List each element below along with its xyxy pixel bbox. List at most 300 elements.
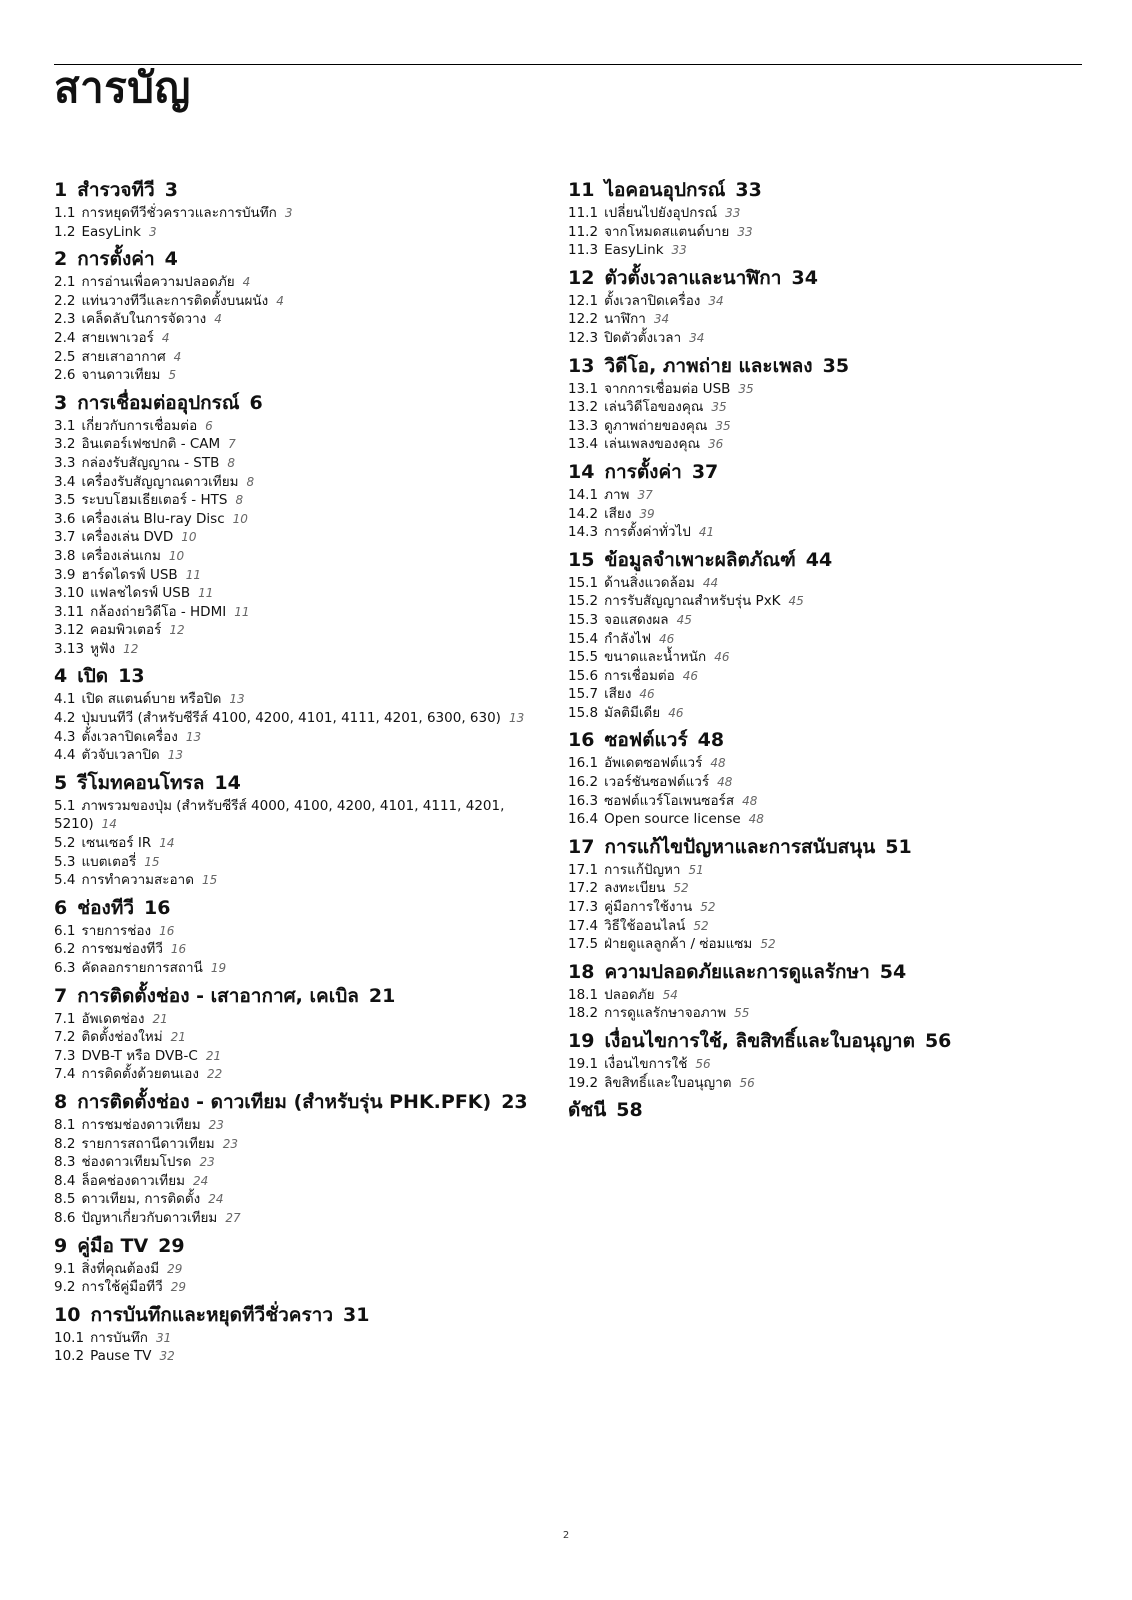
entry-page-number: 19 <box>210 961 227 975</box>
toc-entry[interactable] <box>54 1347 554 1366</box>
toc-entry[interactable] <box>568 329 1068 348</box>
toc-entry[interactable] <box>568 505 1068 524</box>
section-title: เงื่อนไขการใช้, ลิขสิทธิ์และใบอนุญาต <box>604 1030 915 1052</box>
section-page-number: 33 <box>735 179 762 201</box>
toc-entry[interactable] <box>54 746 554 765</box>
toc-entry[interactable] <box>568 292 1068 311</box>
toc-entry[interactable] <box>54 1172 554 1191</box>
toc-entry[interactable] <box>54 709 554 728</box>
section-number: 10 <box>54 1303 81 1326</box>
section-page-number: 29 <box>158 1234 185 1257</box>
entry-number: 9.1 <box>54 1260 76 1277</box>
toc-entry[interactable] <box>54 959 554 978</box>
entry-page-number: 36 <box>708 437 724 452</box>
entry-number: 6.3 <box>54 960 76 976</box>
toc-entry[interactable] <box>568 704 1068 723</box>
entry-page-number: 22 <box>206 1067 223 1082</box>
toc-section-heading[interactable] <box>568 729 1068 751</box>
entry-number: 8.2 <box>54 1135 76 1152</box>
toc-entry[interactable] <box>54 1153 554 1172</box>
toc-section <box>568 836 1068 954</box>
entry-page-number: 13 <box>508 711 525 726</box>
toc-entry[interactable] <box>54 435 554 454</box>
entry-page-number: 15 <box>144 854 160 869</box>
section-number: 8 <box>54 1090 68 1113</box>
toc-entry[interactable] <box>54 1278 554 1297</box>
section-number: 12 <box>568 266 595 289</box>
toc-entry[interactable] <box>54 1116 554 1135</box>
entry-title: เสียง <box>604 505 632 522</box>
section-page-number: 16 <box>144 896 171 919</box>
entry-page-number: 48 <box>748 812 764 827</box>
entry-page-number: 21 <box>152 1011 168 1026</box>
toc-section-heading[interactable] <box>54 248 554 270</box>
toc-section-heading[interactable] <box>568 461 1068 483</box>
entry-page-number: 56 <box>739 1075 755 1090</box>
entry-number: 4.2 <box>54 710 76 727</box>
page-number: 2 <box>562 1530 570 1541</box>
entry-number: 7.4 <box>54 1066 76 1083</box>
toc-entry[interactable] <box>568 667 1068 686</box>
entry-page-number: 3 <box>284 206 293 220</box>
entry-page-number: 11 <box>234 604 250 619</box>
entry-title: มัลติมีเดีย <box>604 704 661 721</box>
toc-section <box>568 1030 1068 1092</box>
toc-entry[interactable] <box>54 348 554 367</box>
entry-title: วิธีใช้ออนไลน์ <box>604 917 686 934</box>
entry-page-number: 13 <box>229 692 245 707</box>
entry-title: คัดลอกรายการสถานี <box>81 960 203 976</box>
toc-section-heading[interactable] <box>54 897 554 919</box>
toc-left-column <box>54 172 554 1366</box>
entry-number: 19.2 <box>568 1074 599 1091</box>
entry-number: 16.4 <box>568 811 599 828</box>
section-number: 11 <box>568 179 595 201</box>
entry-page-number: 13 <box>185 729 202 744</box>
toc-section <box>568 1099 1068 1121</box>
entry-page-number: 16 <box>159 923 175 938</box>
section-title: การแก้ไขปัญหาและการสนับสนุน <box>604 835 876 858</box>
toc-section-heading[interactable] <box>54 1304 554 1326</box>
toc-section <box>54 665 554 764</box>
entry-page-number: 35 <box>711 400 727 415</box>
toc-entry[interactable] <box>568 310 1068 329</box>
entry-title: รายการสถานีดาวเทียม <box>81 1135 215 1152</box>
entry-title: จากการเชื่อมต่อ USB <box>604 380 731 397</box>
toc-section <box>54 179 554 241</box>
entry-title: ลิขสิทธิ์และใบอนุญาต <box>604 1074 732 1091</box>
section-title: การติดตั้งช่อง - ดาวเทียม (สำหรับรุ่น PHK.PFK) <box>77 1090 492 1113</box>
toc-section-heading[interactable] <box>54 1091 554 1113</box>
section-title: การเชื่อมต่ออุปกรณ์ <box>77 391 240 414</box>
toc-entry[interactable] <box>568 1074 1068 1093</box>
entry-number: 3.6 <box>54 510 76 527</box>
entry-page-number: 39 <box>639 506 655 521</box>
toc-section-heading[interactable] <box>568 549 1068 571</box>
toc-entry[interactable] <box>54 922 554 941</box>
entry-number: 16.2 <box>568 774 599 791</box>
toc-section <box>568 267 1068 348</box>
entry-title: แท่นวางทีวีและการติดตั้งบนผนัง <box>81 292 269 309</box>
entry-title: ตั้งเวลาปิดเครื่อง <box>81 728 178 745</box>
entry-number: 5.1 <box>54 797 76 814</box>
entry-title: เสียง <box>604 686 632 703</box>
toc-section-heading[interactable] <box>54 985 554 1007</box>
entry-number: 13.4 <box>568 436 599 453</box>
toc-entry[interactable] <box>54 1028 554 1047</box>
entry-number: 11.2 <box>568 223 599 240</box>
entry-page-number: 24 <box>208 1192 224 1207</box>
toc-entry[interactable] <box>54 566 554 585</box>
toc-entry[interactable] <box>54 1047 554 1066</box>
entry-number: 19.1 <box>568 1056 599 1072</box>
entry-page-number: 46 <box>639 687 655 702</box>
entry-number: 18.2 <box>568 1005 599 1022</box>
entry-title: Pause TV <box>90 1348 152 1365</box>
section-page-number: 51 <box>885 835 912 858</box>
entry-page-number: 16 <box>170 942 187 957</box>
toc-section-heading[interactable] <box>568 179 1068 201</box>
toc-section <box>54 392 554 659</box>
entry-page-number: 8 <box>246 474 255 489</box>
toc-entry[interactable] <box>54 603 554 622</box>
toc-entry[interactable] <box>54 329 554 348</box>
toc-entry[interactable] <box>568 417 1068 436</box>
toc-entry[interactable] <box>54 310 554 329</box>
toc-entry[interactable] <box>54 204 554 223</box>
toc-entry[interactable] <box>54 510 554 529</box>
entry-page-number: 11 <box>198 586 214 601</box>
section-title: วิดีโอ, ภาพถ่าย และเพลง <box>604 354 813 377</box>
toc-entry[interactable] <box>568 754 1068 773</box>
toc-entry[interactable] <box>54 1329 554 1348</box>
section-page-number: 3 <box>164 179 178 201</box>
toc-entry[interactable] <box>568 630 1068 649</box>
toc-section-heading[interactable] <box>54 665 554 687</box>
entry-title: เปิด สแตนด์บาย หรือปิด <box>81 691 222 708</box>
entry-page-number: 15 <box>202 873 218 888</box>
entry-title: สายเสาอากาศ <box>81 348 166 365</box>
entry-number: 4.3 <box>54 728 76 745</box>
toc-section-heading[interactable] <box>568 1099 1068 1121</box>
toc-entry[interactable] <box>568 241 1068 260</box>
toc-entry[interactable] <box>54 417 554 436</box>
toc-entry[interactable] <box>568 486 1068 505</box>
toc-section-heading[interactable] <box>54 1235 554 1257</box>
entry-number: 12.2 <box>568 311 599 328</box>
entry-title: เล่นเพลงของคุณ <box>604 436 701 453</box>
toc-section-heading[interactable] <box>568 1030 1068 1052</box>
toc-section <box>54 772 554 890</box>
entry-number: 8.5 <box>54 1191 76 1208</box>
toc-entry[interactable] <box>54 547 554 566</box>
section-page-number: 35 <box>822 354 850 377</box>
entry-page-number: 52 <box>760 937 776 952</box>
toc-entry[interactable] <box>54 528 554 547</box>
section-number: 5 <box>54 771 68 794</box>
entry-page-number: 41 <box>698 525 715 540</box>
toc-entry[interactable] <box>568 773 1068 792</box>
toc-section <box>54 248 554 385</box>
entry-number: 5.3 <box>54 853 76 870</box>
section-number: 2 <box>54 248 68 271</box>
toc-entry[interactable] <box>568 861 1068 880</box>
toc-entry[interactable] <box>568 810 1068 829</box>
toc-entry[interactable] <box>568 380 1068 399</box>
toc-section <box>568 355 1068 454</box>
section-title: การบันทึกและหยุดทีวีชั่วคราว <box>90 1303 334 1326</box>
entry-title: กล่องรับสัญญาณ - STB <box>81 454 220 471</box>
toc-entry[interactable] <box>54 1260 554 1279</box>
toc-entry[interactable] <box>568 648 1068 667</box>
entry-page-number: 23 <box>222 1136 238 1151</box>
entry-title: กำลังไฟ <box>604 630 652 647</box>
section-page-number: 31 <box>343 1303 370 1326</box>
entry-page-number: 33 <box>725 206 741 220</box>
entry-page-number: 32 <box>159 1349 175 1364</box>
entry-page-number: 4 <box>173 349 182 364</box>
toc-entry[interactable] <box>568 1055 1068 1074</box>
entry-title: รายการช่อง <box>81 922 152 939</box>
entry-page-number: 6 <box>205 418 213 433</box>
entry-title: อินเตอร์เฟซปกติ - CAM <box>81 436 221 453</box>
entry-number: 17.1 <box>568 861 599 878</box>
toc-section <box>54 1304 554 1366</box>
entry-title: การบันทึก <box>90 1329 148 1346</box>
entry-title: ช่องดาวเทียมโปรด <box>81 1154 192 1171</box>
section-title: รีโมทคอนโทรล <box>77 771 205 794</box>
toc-entry[interactable] <box>568 204 1068 223</box>
toc-entry[interactable] <box>568 1004 1068 1023</box>
toc-entry[interactable] <box>54 491 554 510</box>
toc-entry[interactable] <box>54 797 554 834</box>
entry-page-number: 52 <box>673 881 689 896</box>
entry-number: 15.7 <box>568 686 599 703</box>
entry-page-number: 45 <box>788 594 804 609</box>
toc-entry[interactable] <box>568 917 1068 936</box>
entry-number: 6.2 <box>54 941 76 958</box>
section-title: ซอฟต์แวร์ <box>604 729 688 752</box>
toc-entry[interactable] <box>568 435 1068 454</box>
entry-title: สิ่งที่คุณต้องมี <box>81 1260 160 1277</box>
toc-entry[interactable] <box>54 273 554 292</box>
section-number: 18 <box>568 960 595 983</box>
entry-page-number: 35 <box>715 418 731 433</box>
toc-entry[interactable] <box>54 366 554 385</box>
entry-page-number: 12 <box>169 623 185 638</box>
entry-number: 15.4 <box>568 630 599 647</box>
entry-title: ดาวเทียม, การติดตั้ง <box>81 1191 201 1208</box>
entry-page-number: 48 <box>717 775 733 790</box>
entry-page-number: 4 <box>161 330 170 345</box>
entry-number: 13.1 <box>568 380 599 397</box>
toc-entry[interactable] <box>568 935 1068 954</box>
entry-title: การดูแลรักษาจอภาพ <box>604 1005 727 1022</box>
toc-entry[interactable] <box>54 584 554 603</box>
toc-entry[interactable] <box>568 574 1068 593</box>
entry-number: 6.1 <box>54 922 76 939</box>
section-page-number: 54 <box>879 960 907 983</box>
entry-title: คู่มือการใช้งาน <box>604 899 693 916</box>
entry-title: ฝ่ายดูแลลูกค้า / ซ่อมแซม <box>604 936 753 953</box>
section-title: คู่มือ TV <box>77 1234 149 1257</box>
entry-title: ปิดตัวตั้งเวลา <box>604 329 682 346</box>
entry-number: 2.6 <box>54 367 76 384</box>
entry-number: 3.2 <box>54 436 76 453</box>
toc-entry[interactable] <box>568 223 1068 242</box>
toc-section-heading[interactable] <box>568 355 1068 377</box>
entry-title: หูฟัง <box>90 640 116 657</box>
toc-entry[interactable] <box>54 473 554 492</box>
toc-entry[interactable] <box>54 690 554 709</box>
entry-title: จากโหมดสแตนด์บาย <box>604 223 730 240</box>
entry-title: ภาพ <box>604 486 630 503</box>
toc-section <box>568 549 1068 723</box>
entry-page-number: 14 <box>159 836 175 851</box>
entry-number: 2.5 <box>54 348 76 365</box>
entry-number: 2.4 <box>54 329 76 346</box>
entry-number: 15.5 <box>568 649 599 666</box>
toc-entry[interactable] <box>54 1190 554 1209</box>
entry-title: EasyLink <box>81 223 141 240</box>
entry-title: ตัวจับเวลาปิด <box>81 747 160 764</box>
toc-section <box>54 1235 554 1297</box>
entry-number: 3.11 <box>54 603 85 620</box>
toc-entry[interactable] <box>54 1010 554 1029</box>
toc-entry[interactable] <box>568 523 1068 542</box>
entry-page-number: 4 <box>214 312 222 327</box>
toc-entry[interactable] <box>568 986 1068 1005</box>
entry-number: 14.2 <box>568 505 599 522</box>
entry-number: 1.2 <box>54 223 76 240</box>
toc-entry[interactable] <box>568 611 1068 630</box>
toc-entry[interactable] <box>54 728 554 747</box>
entry-number: 10.2 <box>54 1348 85 1365</box>
entry-title: เวอร์ชันซอฟต์แวร์ <box>604 774 710 791</box>
entry-title: ล็อคช่องดาวเทียม <box>81 1172 186 1189</box>
toc-entry[interactable] <box>54 621 554 640</box>
section-title: ความปลอดภัยและการดูแลรักษา <box>604 960 870 983</box>
entry-number: 5.4 <box>54 872 76 889</box>
entry-number: 16.1 <box>568 755 599 772</box>
section-page-number: 13 <box>118 665 145 688</box>
toc-section-heading[interactable] <box>54 772 554 794</box>
entry-number: 2.1 <box>54 274 76 291</box>
section-title: สำรวจทีวี <box>77 179 155 201</box>
entry-page-number: 48 <box>742 793 758 808</box>
toc-entry[interactable] <box>54 1209 554 1228</box>
entry-title: แบตเตอรี่ <box>81 853 137 870</box>
toc-entry[interactable] <box>54 834 554 853</box>
toc-entry[interactable] <box>54 292 554 311</box>
entry-number: 11.3 <box>568 242 599 259</box>
toc-entry[interactable] <box>54 454 554 473</box>
entry-title: เปลี่ยนไปยังอุปกรณ์ <box>604 205 718 221</box>
entry-number: 3.12 <box>54 622 85 639</box>
toc-section-heading[interactable] <box>54 392 554 414</box>
entry-number: 8.6 <box>54 1209 76 1226</box>
entry-title: ขนาดและน้ำหนัก <box>604 649 707 666</box>
entry-page-number: 21 <box>205 1048 222 1063</box>
entry-page-number: 54 <box>662 987 678 1002</box>
toc-section <box>54 897 554 978</box>
section-number: 3 <box>54 391 68 414</box>
entry-title: เซนเซอร์ IR <box>81 835 152 852</box>
page-title: สารบัญ <box>54 63 191 112</box>
toc-entry[interactable] <box>54 853 554 872</box>
entry-page-number: 4 <box>276 293 284 308</box>
toc-section-heading[interactable] <box>54 179 554 201</box>
entry-page-number: 10 <box>181 530 197 545</box>
toc-entry[interactable] <box>54 1065 554 1084</box>
section-page-number: 34 <box>791 266 818 289</box>
section-number: 9 <box>54 1234 68 1257</box>
entry-title: การชมช่องดาวเทียม <box>81 1116 201 1133</box>
entry-page-number: 5 <box>168 368 177 383</box>
toc-entry[interactable] <box>54 223 554 242</box>
entry-number: 2.3 <box>54 311 76 328</box>
entry-number: 17.5 <box>568 936 599 953</box>
toc-entry[interactable] <box>54 871 554 890</box>
entry-page-number: 10 <box>232 511 248 526</box>
entry-page-number: 55 <box>734 1006 750 1021</box>
entry-number: 8.4 <box>54 1172 76 1189</box>
entry-title: ด้านสิ่งแวดล้อม <box>604 574 695 591</box>
entry-page-number: 37 <box>637 487 653 502</box>
entry-page-number: 33 <box>671 243 687 258</box>
entry-title: ปุ่มบนทีวี (สำหรับซีรีส์ 4100, 4200, 4101, 4111, 4201, 6300, 630) <box>81 710 501 727</box>
entry-number: 3.7 <box>54 529 76 546</box>
toc-entry[interactable] <box>54 640 554 659</box>
entry-page-number: 52 <box>700 900 716 915</box>
entry-number: 13.3 <box>568 417 599 434</box>
toc-section-heading[interactable] <box>568 267 1068 289</box>
entry-title: คอมพิวเตอร์ <box>90 622 162 639</box>
toc-entry[interactable] <box>568 685 1068 704</box>
toc-section <box>568 961 1068 1023</box>
toc-right-column <box>568 172 1068 1124</box>
toc-section-heading[interactable] <box>568 836 1068 858</box>
section-title: ข้อมูลจำเพาะผลิตภัณฑ์ <box>604 548 796 571</box>
toc-entry[interactable] <box>568 898 1068 917</box>
toc-entry[interactable] <box>568 792 1068 811</box>
top-rule <box>54 64 1082 65</box>
entry-number: 15.2 <box>568 593 599 610</box>
section-title: ไอคอนอุปกรณ์ <box>604 179 726 201</box>
section-page-number: 23 <box>501 1090 528 1113</box>
toc-entry[interactable] <box>54 1135 554 1154</box>
entry-number: 15.8 <box>568 704 599 721</box>
entry-title: ซอฟต์แวร์โอเพนซอร์ส <box>604 792 735 809</box>
section-title: การตั้งค่า <box>77 248 155 271</box>
toc-entry[interactable] <box>568 398 1068 417</box>
toc-entry[interactable] <box>568 592 1068 611</box>
entry-title: ปลอดภัย <box>604 986 655 1003</box>
entry-page-number: 29 <box>167 1261 183 1276</box>
entry-title: ตั้งเวลาปิดเครื่อง <box>604 292 701 309</box>
toc-entry[interactable] <box>54 940 554 959</box>
entry-page-number: 46 <box>682 668 699 683</box>
toc-entry[interactable] <box>568 879 1068 898</box>
entry-title: สายเพาเวอร์ <box>81 329 154 346</box>
section-number: 16 <box>568 729 595 752</box>
entry-number: 7.3 <box>54 1047 76 1064</box>
entry-title: อัพเดตช่อง <box>81 1010 145 1027</box>
section-page-number: 14 <box>214 771 241 794</box>
entry-number: 17.4 <box>568 917 599 934</box>
toc-section-heading[interactable] <box>568 961 1068 983</box>
entry-number: 8.1 <box>54 1116 76 1133</box>
